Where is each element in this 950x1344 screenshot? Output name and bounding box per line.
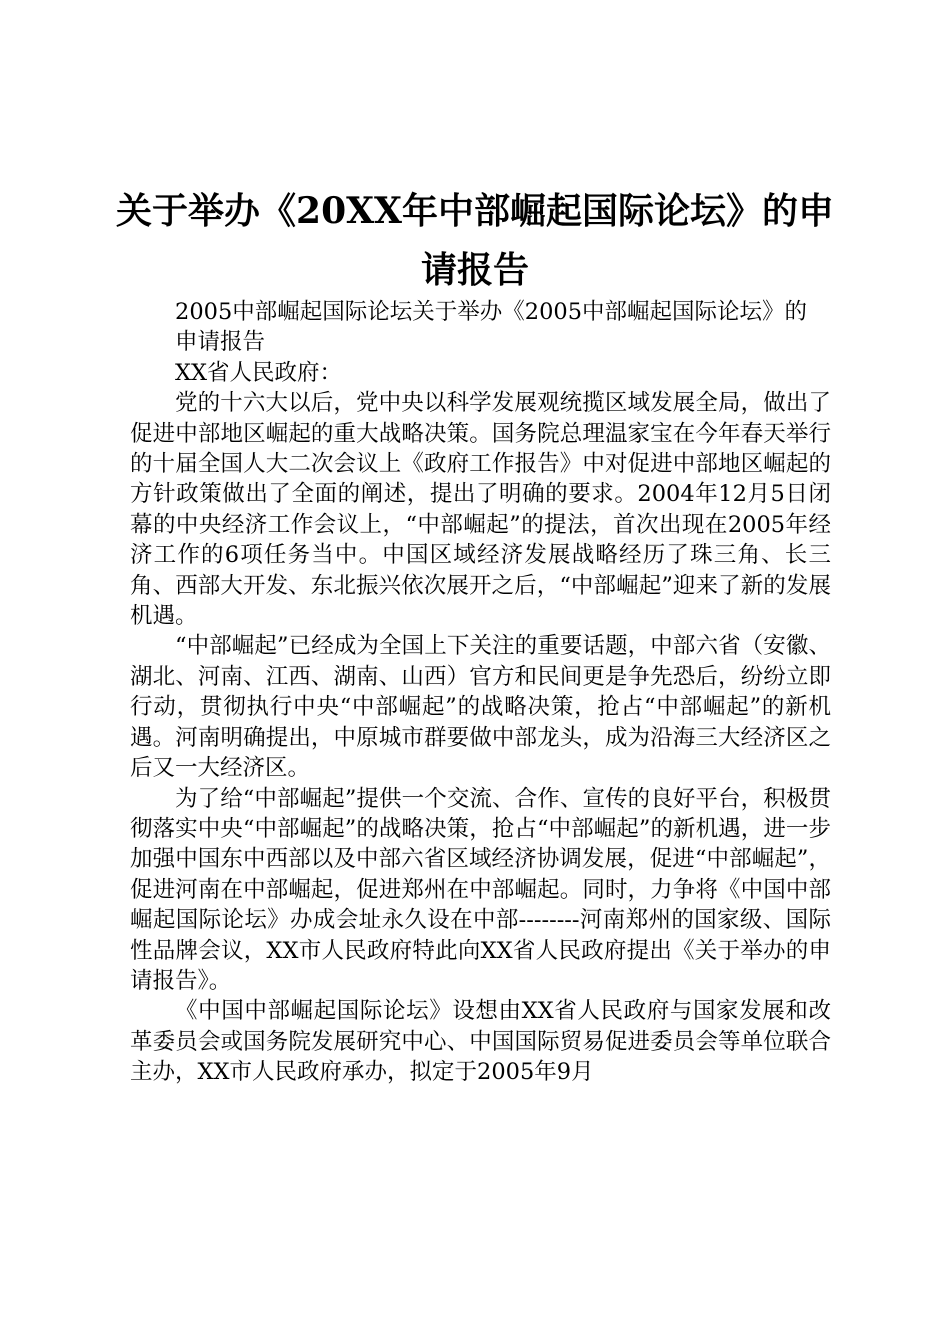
- body-paragraph-focus: “中部崛起”已经成为全国上下关注的重要话题，中部六省（安徽、湖北、河南、江西、湖南、山西）官方和民间更是争先恐后，纷纷立即行动，贯彻执行中央“中部崛起”的战略决策，抢占“中部崛起”的新机遇。河南明确提出，中原城市群要做中部龙头，成为沿海三大经济区之后又一大经济区。: [130, 633, 831, 782]
- body-paragraph-background: 党的十六大以后，党中央以科学发展观统揽区域发展全局，做出了促进中部地区崛起的重大战略决策。国务院总理温家宝在今年春天举行的十届全国人大二次会议上《政府工作报告》中对促进中部地区崛起的方针政策做出了全面的阐述，提出了明确的要求。2004年12月5日闭幕的中央经济工作会议上，“中部崛起”的提法，首次出现在2005年经济工作的6项任务当中。中国区域经济发展战略经历了珠三角、长三角、西部大开发、东北振兴依次展开之后，“中部崛起”迎来了新的发展机遇。: [130, 390, 831, 630]
- body-paragraph-purpose: 为了给“中部崛起”提供一个交流、合作、宣传的良好平台，积极贯彻落实中央“中部崛起”的战略决策，抢占“中部崛起”的新机遇，进一步加强中国东中西部以及中部六省区域经济协调发展，促进“中部崛起”，促进河南在中部崛起，促进郑州在中部崛起。同时，力争将《中国中部崛起国际论坛》办成会址永久设在中部--------河南郑州的国家级、国际性品牌会议，XX市人民政府特此向XX省人民政府提出《关于举办的申请报告》。: [130, 785, 831, 994]
- body-paragraph-report-label: 申请报告: [175, 329, 266, 356]
- document-body: [130, 297, 831, 1088]
- body-paragraph-intro: 2005中部崛起国际论坛关于举办《2005中部崛起国际论坛》的: [175, 299, 808, 325]
- body-paragraph-salutation: XX省人民政府：: [175, 359, 343, 386]
- body-paragraph-plan: 《中国中部崛起国际论坛》设想由XX省人民政府与国家发展和改革委员会或国务院发展研究中心、中国国际贸易促进委员会等单位联合主办，XX市人民政府承办，拟定于2005年9月: [130, 998, 831, 1086]
- document-title: 关于举办《20XX年中部崛起国际论坛》的申请报告: [116, 190, 834, 291]
